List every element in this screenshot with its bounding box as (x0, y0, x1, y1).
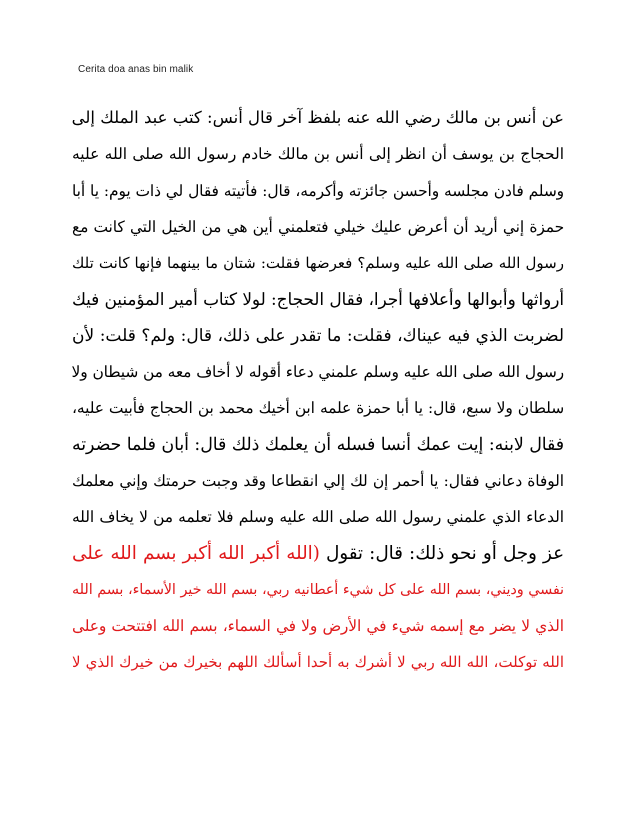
prayer-line-2: الذي لا يضر مع إسمه شيء في الأرض ولا في السماء، بسم الله افتتحت وعلى (72, 617, 564, 636)
text-line-13-intro: عز وجل أو نحو ذلك: قال: تقول (326, 542, 564, 564)
arabic-text-body (72, 100, 564, 681)
text-line-7: لضربت الذي فيه عيناك، فقلت: ما تقدر على ذلك، قال: ولم؟ قلت: لأن (72, 325, 564, 346)
text-line-11: الوفاة دعاني فقال: يا أحمر إن لك إلي انقطاعا وقد وجبت حرمتك وإني معلمك (72, 471, 564, 490)
text-line-2: الحجاج بن يوسف أن انظر إلى أنس بن مالك خادم رسول الله صلى الله عليه (72, 145, 564, 164)
text-line-13 (72, 536, 564, 572)
text-line-1: عن أنس بن مالك رضي الله عنه بلفظ آخر قال أنس: كتب عبد الملك إلى (72, 108, 564, 127)
text-line-12: الدعاء الذي علمني رسول الله صلى الله عليه وسلم فلا تعلمه من لا يخاف الله (72, 508, 564, 527)
text-line-6: أرواثها وأبوالها وأعلافها أجرا، فقال الحجاج: لولا كتاب أمير المؤمنين فيك (72, 289, 564, 310)
prayer-line-3: الله توكلت، الله الله ربي لا أشرك به أحدا أسألك اللهم بخيرك من خيرك الذي لا (72, 653, 564, 672)
text-line-5: رسول الله صلى الله عليه وسلم؟ فعرضها فقلت: شتان ما بينهما فإنها كانت تلك (72, 254, 564, 273)
prayer-opening: (الله أكبر الله أكبر بسم الله على (72, 542, 320, 564)
text-line-8: رسول الله صلى الله عليه وسلم علمني دعاء أقوله لا أخاف معه من شيطان ولا (72, 363, 564, 382)
text-line-4: حمزة إني أريد أن أعرض عليك خيلي فتعلمني أين هي من الخيل التي كانت مع (72, 217, 564, 236)
document-title: Cerita doa anas bin malik (78, 64, 194, 75)
text-line-9: سلطان ولا سبع، قال: يا أبا حمزة علمه ابن أخيك محمد بن الحجاج فأبيت عليه، (72, 399, 564, 418)
text-line-10: فقال لابنه: إيت عمك أنسا فسله أن يعلمك ذلك قال: أبان فلما حضرته (72, 434, 564, 455)
text-line-3: وسلم فادن مجلسه وأحسن جائزته وأكرمه، قال: فأتيته فقال لي ذات يوم: يا أبا (72, 181, 564, 200)
prayer-line-1: نفسي وديني، بسم الله على كل شيء أعطانيه ربي، بسم الله خير الأسماء، بسم الله (72, 581, 564, 598)
